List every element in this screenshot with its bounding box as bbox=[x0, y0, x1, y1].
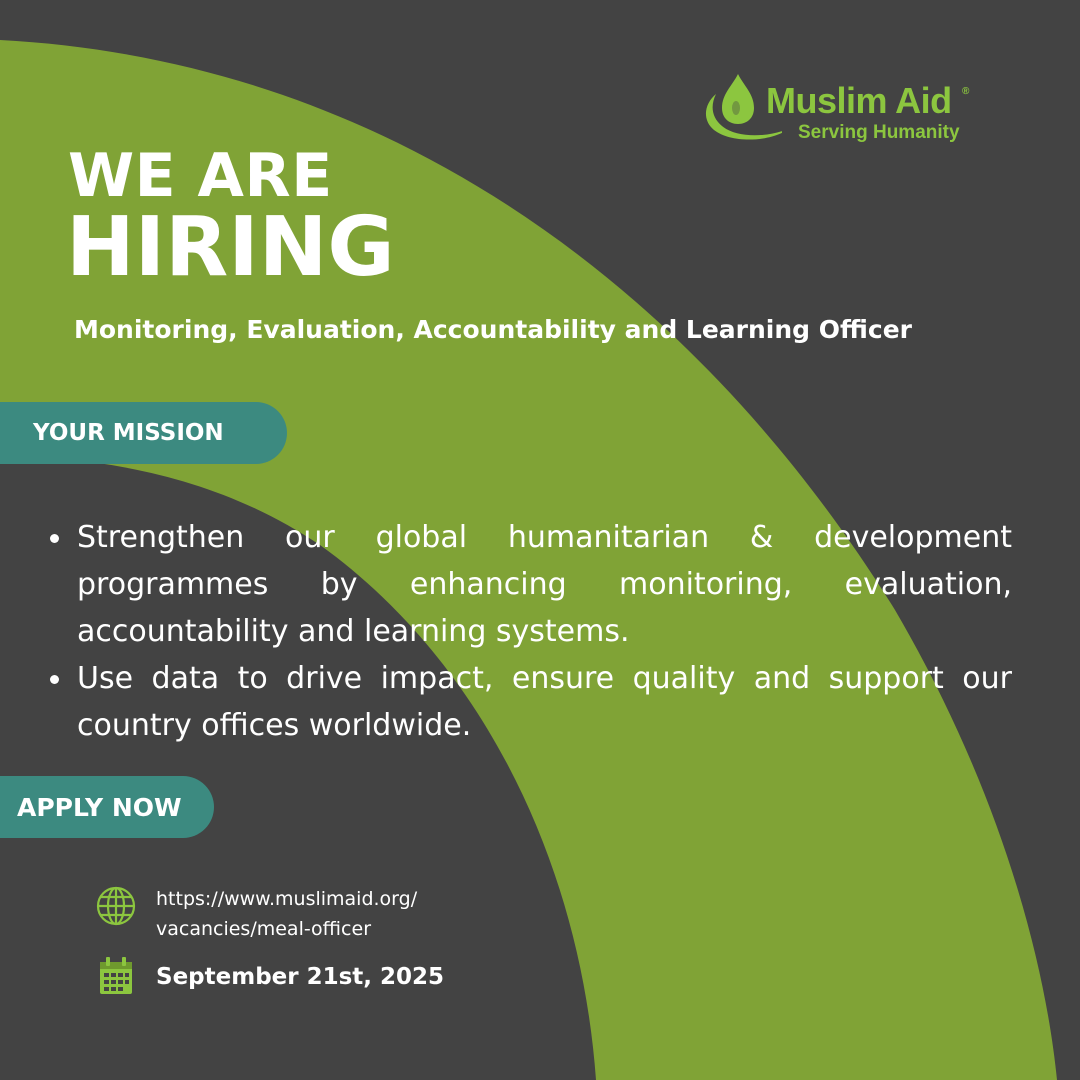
globe-icon bbox=[96, 886, 136, 926]
your-mission-label bbox=[0, 402, 287, 464]
deadline-date: September 21st, 2025 bbox=[156, 964, 445, 990]
vacancy-url[interactable] bbox=[156, 884, 417, 944]
apply-now-button[interactable] bbox=[0, 776, 214, 838]
mission-list bbox=[77, 514, 1012, 749]
registered-mark: ® bbox=[962, 86, 970, 97]
apply-now-label: APPLY NOW bbox=[17, 792, 182, 822]
vacancy-url-line2[interactable]: vacancies/meal-officer bbox=[156, 918, 372, 940]
headline-line2: HIRING bbox=[66, 200, 395, 295]
vacancy-url-line1[interactable]: https://www.muslimaid.org/ bbox=[156, 888, 418, 910]
muslim-aid-logo bbox=[702, 72, 982, 152]
headline-line1: WE ARE bbox=[68, 141, 333, 211]
brand-tagline: Serving Humanity bbox=[798, 122, 960, 143]
your-mission-text: YOUR MISSION bbox=[33, 420, 224, 446]
brand-name: Muslim Aid bbox=[766, 80, 952, 121]
list-item: Use data to drive impact, ensure quality and support our country offices worldwide. bbox=[77, 655, 1012, 749]
list-item: Strengthen our global humanitarian & development programmes by enhancing monitoring, evaluation, accountability and learning systems. bbox=[77, 514, 1012, 655]
job-title: Monitoring, Evaluation, Accountability and Learning Officer bbox=[74, 315, 913, 344]
calendar-icon bbox=[98, 956, 134, 996]
